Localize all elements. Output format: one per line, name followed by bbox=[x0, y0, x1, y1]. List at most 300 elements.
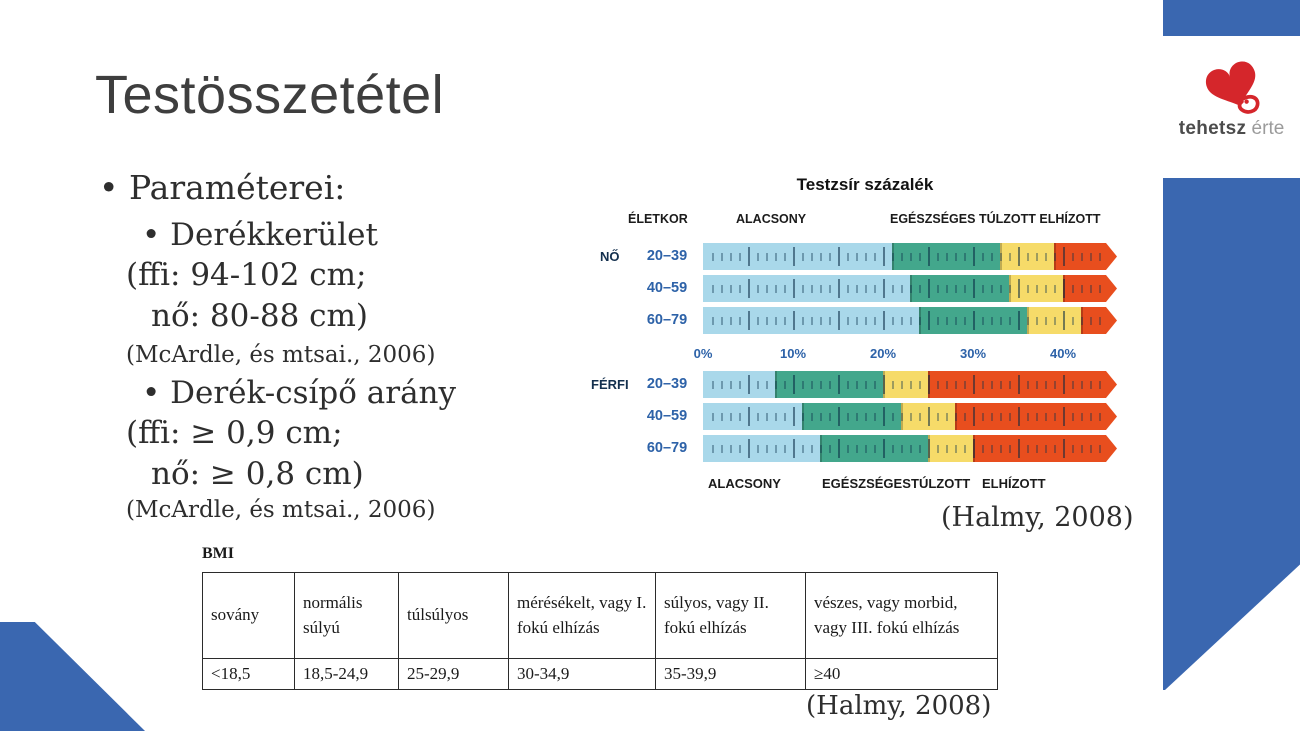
ruler-tick bbox=[991, 253, 993, 261]
ruler-tick bbox=[937, 253, 939, 261]
ruler-tick bbox=[1099, 285, 1101, 293]
bmi-header-iii-foku: vészes, vagy morbid, vagy III. fokú elhízás bbox=[806, 573, 998, 659]
ruler-tick bbox=[1045, 413, 1047, 421]
ruler-tick bbox=[739, 445, 741, 453]
bar-segment-over bbox=[928, 435, 973, 462]
ruler-tick bbox=[811, 253, 813, 261]
bmi-header-ii-foku: súlyos, vagy II. fokú elhízás bbox=[656, 573, 806, 659]
bodyfat-row bbox=[591, 371, 1135, 398]
ruler-tick bbox=[739, 253, 741, 261]
ruler-tick bbox=[1000, 317, 1002, 325]
ruler-tick bbox=[730, 381, 732, 389]
ruler-tick bbox=[1018, 279, 1020, 298]
bodyfat-bar bbox=[703, 243, 1117, 270]
ruler-tick bbox=[874, 317, 876, 325]
bmi-value-sovany: <18,5 bbox=[203, 659, 295, 690]
ruler-tick bbox=[775, 445, 777, 453]
ruler-tick bbox=[910, 317, 912, 325]
age-range-label: 60–79 bbox=[646, 312, 688, 328]
ruler-tick bbox=[1099, 413, 1101, 421]
ruler-tick bbox=[883, 439, 885, 458]
group-label: NŐ bbox=[600, 249, 620, 264]
ruler-tick bbox=[820, 381, 822, 389]
logo-text-bold: tehetsz bbox=[1178, 118, 1247, 139]
ruler-tick bbox=[892, 413, 894, 421]
bmi-header-normalis: normális súlyú bbox=[295, 573, 399, 659]
ruler-tick bbox=[784, 381, 786, 389]
ruler-tick bbox=[766, 253, 768, 261]
ruler-tick bbox=[1036, 413, 1038, 421]
ruler-tick bbox=[856, 253, 858, 261]
ruler-tick bbox=[1063, 407, 1065, 426]
chart-footer-alacsony: ALACSONY bbox=[708, 476, 781, 491]
bodyfat-row bbox=[595, 243, 1135, 270]
ruler-tick bbox=[739, 381, 741, 389]
ruler-tick bbox=[829, 413, 831, 421]
ruler-tick bbox=[838, 375, 840, 394]
ruler-tick bbox=[1090, 253, 1092, 261]
ruler-tick bbox=[730, 253, 732, 261]
bar-segment-over bbox=[883, 371, 928, 398]
ruler-tick bbox=[982, 381, 984, 389]
ruler-tick bbox=[775, 285, 777, 293]
ruler-tick bbox=[802, 317, 804, 325]
ruler-tick bbox=[820, 285, 822, 293]
ruler-tick bbox=[865, 413, 867, 421]
top-right-accent-bar bbox=[1163, 0, 1300, 36]
bmi-value-iii-foku: ≥40 bbox=[806, 659, 998, 690]
ruler-tick bbox=[910, 413, 912, 421]
ruler-tick bbox=[892, 381, 894, 389]
ruler-tick bbox=[811, 445, 813, 453]
ruler-tick bbox=[901, 285, 903, 293]
bullet-no-range: nő: 80-88 cm) bbox=[151, 298, 368, 334]
ruler-tick bbox=[919, 317, 921, 325]
ruler-tick bbox=[874, 253, 876, 261]
ruler-tick bbox=[1072, 253, 1074, 261]
ruler-tick bbox=[1027, 285, 1029, 293]
bullet-citation-mcardle-2: (McArdle, és mtsai., 2006) bbox=[126, 497, 436, 523]
ruler-tick bbox=[1081, 285, 1083, 293]
x-tick-label: 30% bbox=[959, 346, 987, 361]
ruler-tick bbox=[883, 247, 885, 266]
ruler-tick bbox=[1072, 413, 1074, 421]
ruler-tick bbox=[1063, 247, 1065, 266]
ruler-tick bbox=[766, 445, 768, 453]
ruler-tick bbox=[901, 253, 903, 261]
ruler-tick bbox=[1081, 413, 1083, 421]
ruler-tick bbox=[1054, 253, 1056, 261]
ruler-tick bbox=[802, 253, 804, 261]
ruler-tick bbox=[748, 279, 750, 298]
ruler-tick bbox=[739, 285, 741, 293]
ruler-tick bbox=[883, 407, 885, 426]
ruler-tick bbox=[838, 247, 840, 266]
ruler-tick bbox=[829, 445, 831, 453]
bmi-table-label: BMI bbox=[202, 545, 234, 562]
ruler-tick bbox=[928, 439, 930, 458]
ruler-tick bbox=[874, 445, 876, 453]
ruler-tick bbox=[1027, 317, 1029, 325]
ruler-tick bbox=[865, 317, 867, 325]
ruler-tick bbox=[748, 407, 750, 426]
ruler-tick bbox=[1054, 381, 1056, 389]
ruler-tick bbox=[946, 381, 948, 389]
bmi-value-ii-foku: 35-39,9 bbox=[656, 659, 806, 690]
ruler-tick bbox=[937, 381, 939, 389]
ruler-tick bbox=[973, 439, 975, 458]
ruler-tick bbox=[973, 311, 975, 330]
ruler-tick bbox=[901, 413, 903, 421]
ruler-tick bbox=[793, 279, 795, 298]
ruler-tick bbox=[1054, 285, 1056, 293]
ruler-tick bbox=[1072, 317, 1074, 325]
ruler-tick bbox=[1063, 439, 1065, 458]
ruler-tick bbox=[766, 381, 768, 389]
ruler-tick bbox=[883, 311, 885, 330]
ruler-tick bbox=[1072, 381, 1074, 389]
ruler-tick bbox=[829, 253, 831, 261]
ruler-tick bbox=[901, 381, 903, 389]
ruler-tick bbox=[847, 285, 849, 293]
ruler-tick bbox=[730, 285, 732, 293]
ruler-tick bbox=[982, 413, 984, 421]
ruler-tick bbox=[1072, 445, 1074, 453]
ruler-tick bbox=[1090, 445, 1092, 453]
ruler-tick bbox=[1027, 381, 1029, 389]
bodyfat-row bbox=[595, 307, 1135, 334]
ruler-tick bbox=[883, 279, 885, 298]
chart-header-eletkor: ÉLETKOR bbox=[628, 212, 688, 226]
ruler-tick bbox=[919, 445, 921, 453]
ruler-tick bbox=[937, 317, 939, 325]
ruler-tick bbox=[1027, 253, 1029, 261]
chart-footer-elhizott: ELHÍZOTT bbox=[982, 476, 1046, 491]
ruler-tick bbox=[1090, 413, 1092, 421]
ruler-tick bbox=[847, 445, 849, 453]
bmi-header-row bbox=[203, 573, 998, 659]
ruler-tick bbox=[784, 317, 786, 325]
bullet-no-ratio: nő: ≥ 0,8 cm) bbox=[151, 456, 364, 492]
bmi-value-tulsulyos: 25-29,9 bbox=[399, 659, 509, 690]
ruler-tick bbox=[1018, 311, 1020, 330]
ruler-tick bbox=[712, 413, 714, 421]
ruler-tick bbox=[748, 247, 750, 266]
ruler-tick bbox=[829, 317, 831, 325]
bodyfat-bar bbox=[703, 307, 1117, 334]
ruler-tick bbox=[757, 413, 759, 421]
ruler-tick bbox=[721, 285, 723, 293]
ruler-tick bbox=[793, 439, 795, 458]
ruler-tick bbox=[766, 285, 768, 293]
bmi-header-i-foku: mérésékelt, vagy I. fokú elhízás bbox=[509, 573, 656, 659]
ruler-tick bbox=[748, 439, 750, 458]
bullet-parameterei: • Paraméterei: bbox=[99, 168, 346, 207]
ruler-tick bbox=[1090, 285, 1092, 293]
ruler-tick bbox=[829, 381, 831, 389]
ruler-tick bbox=[811, 413, 813, 421]
ruler-tick bbox=[937, 413, 939, 421]
ruler-tick bbox=[982, 285, 984, 293]
right-accent-banner bbox=[1163, 178, 1300, 690]
ruler-tick bbox=[1072, 285, 1074, 293]
ruler-tick bbox=[856, 381, 858, 389]
ruler-tick bbox=[1045, 445, 1047, 453]
ruler-tick bbox=[721, 381, 723, 389]
ruler-tick bbox=[991, 285, 993, 293]
ruler-tick bbox=[712, 285, 714, 293]
ruler-tick bbox=[973, 279, 975, 298]
ruler-tick bbox=[1081, 381, 1083, 389]
ruler-tick bbox=[892, 317, 894, 325]
ruler-tick bbox=[766, 413, 768, 421]
ruler-tick bbox=[946, 285, 948, 293]
ruler-tick bbox=[1018, 407, 1020, 426]
bodyfat-row bbox=[595, 275, 1135, 302]
chart-citation: (Halmy, 2008) bbox=[941, 502, 1134, 533]
ruler-tick bbox=[721, 445, 723, 453]
ruler-tick bbox=[946, 317, 948, 325]
ruler-tick bbox=[757, 381, 759, 389]
ruler-tick bbox=[1009, 445, 1011, 453]
ruler-tick bbox=[910, 253, 912, 261]
ruler-tick bbox=[982, 317, 984, 325]
ruler-tick bbox=[793, 407, 795, 426]
bullet-ffi-ratio: (ffi: ≥ 0,9 cm; bbox=[126, 415, 343, 451]
ruler-tick bbox=[910, 445, 912, 453]
ruler-tick bbox=[820, 413, 822, 421]
ruler-tick bbox=[1009, 381, 1011, 389]
ruler-tick bbox=[973, 375, 975, 394]
ruler-tick bbox=[946, 253, 948, 261]
ruler-tick bbox=[811, 285, 813, 293]
ruler-tick bbox=[955, 253, 957, 261]
group-label: FÉRFI bbox=[591, 377, 629, 392]
ruler-tick bbox=[1000, 285, 1002, 293]
ruler-tick bbox=[838, 311, 840, 330]
ruler-tick bbox=[748, 375, 750, 394]
ruler-tick bbox=[721, 317, 723, 325]
ruler-tick bbox=[856, 285, 858, 293]
ruler-tick bbox=[1018, 247, 1020, 266]
ruler-tick bbox=[955, 285, 957, 293]
bar-segment-low bbox=[703, 275, 910, 302]
ruler-tick bbox=[964, 285, 966, 293]
ruler-tick bbox=[847, 253, 849, 261]
ruler-tick bbox=[856, 445, 858, 453]
ruler-tick bbox=[1018, 439, 1020, 458]
ruler-tick bbox=[811, 317, 813, 325]
ruler-tick bbox=[802, 285, 804, 293]
ruler-tick bbox=[802, 445, 804, 453]
bodyfat-row bbox=[595, 403, 1135, 430]
bodyfat-chart bbox=[591, 175, 1135, 507]
ruler-tick bbox=[1045, 317, 1047, 325]
ruler-tick bbox=[1099, 317, 1101, 325]
ruler-tick bbox=[775, 317, 777, 325]
ruler-tick bbox=[1027, 413, 1029, 421]
ruler-tick bbox=[1099, 381, 1101, 389]
ruler-tick bbox=[964, 381, 966, 389]
ruler-tick bbox=[775, 413, 777, 421]
table-citation: (Halmy, 2008) bbox=[806, 691, 992, 721]
ruler-tick bbox=[1099, 445, 1101, 453]
ruler-tick bbox=[937, 445, 939, 453]
ruler-tick bbox=[1054, 445, 1056, 453]
ruler-tick bbox=[865, 381, 867, 389]
x-tick-label: 0% bbox=[693, 346, 713, 361]
slide-title: Testösszetétel bbox=[95, 65, 445, 125]
ruler-tick bbox=[991, 317, 993, 325]
ruler-tick bbox=[919, 381, 921, 389]
ruler-tick bbox=[928, 247, 930, 266]
ruler-tick bbox=[820, 317, 822, 325]
ruler-tick bbox=[766, 317, 768, 325]
ruler-tick bbox=[1081, 445, 1083, 453]
ruler-tick bbox=[793, 375, 795, 394]
ruler-tick bbox=[964, 413, 966, 421]
ruler-tick bbox=[991, 445, 993, 453]
ruler-tick bbox=[946, 445, 948, 453]
ruler-tick bbox=[730, 413, 732, 421]
ruler-tick bbox=[784, 445, 786, 453]
age-range-label: 20–39 bbox=[646, 248, 688, 264]
ruler-tick bbox=[1027, 445, 1029, 453]
ruler-tick bbox=[721, 253, 723, 261]
ruler-tick bbox=[955, 413, 957, 421]
ruler-tick bbox=[928, 407, 930, 426]
heart-icon bbox=[1199, 52, 1267, 120]
age-range-label: 40–59 bbox=[646, 408, 688, 424]
ruler-tick bbox=[955, 381, 957, 389]
bullet-ffi-range: (ffi: 94-102 cm; bbox=[126, 257, 367, 293]
ruler-tick bbox=[919, 285, 921, 293]
ruler-tick bbox=[847, 381, 849, 389]
ruler-tick bbox=[1009, 285, 1011, 293]
ruler-tick bbox=[829, 285, 831, 293]
ruler-tick bbox=[856, 317, 858, 325]
ruler-tick bbox=[802, 413, 804, 421]
ruler-tick bbox=[1063, 375, 1065, 394]
ruler-tick bbox=[730, 445, 732, 453]
ruler-tick bbox=[1018, 375, 1020, 394]
ruler-tick bbox=[919, 253, 921, 261]
ruler-tick bbox=[1000, 413, 1002, 421]
ruler-tick bbox=[712, 381, 714, 389]
ruler-tick bbox=[1090, 381, 1092, 389]
ruler-tick bbox=[874, 285, 876, 293]
ruler-tick bbox=[892, 285, 894, 293]
ruler-tick bbox=[901, 445, 903, 453]
ruler-tick bbox=[865, 253, 867, 261]
ruler-tick bbox=[820, 445, 822, 453]
x-tick-label: 40% bbox=[1049, 346, 1077, 361]
ruler-tick bbox=[1000, 445, 1002, 453]
ruler-tick bbox=[856, 413, 858, 421]
ruler-tick bbox=[892, 253, 894, 261]
ruler-tick bbox=[955, 445, 957, 453]
bmi-table bbox=[202, 572, 998, 690]
bottom-left-accent-triangle bbox=[0, 622, 145, 731]
ruler-tick bbox=[1081, 317, 1083, 325]
ruler-tick bbox=[928, 311, 930, 330]
ruler-tick bbox=[784, 285, 786, 293]
ruler-tick bbox=[946, 413, 948, 421]
ruler-tick bbox=[937, 285, 939, 293]
bar-segment-healthy bbox=[910, 275, 1009, 302]
ruler-tick bbox=[982, 445, 984, 453]
ruler-tick bbox=[1009, 413, 1011, 421]
ruler-tick bbox=[712, 253, 714, 261]
ruler-tick bbox=[838, 279, 840, 298]
ruler-tick bbox=[1000, 253, 1002, 261]
ruler-tick bbox=[847, 317, 849, 325]
ruler-tick bbox=[1054, 413, 1056, 421]
ruler-tick bbox=[775, 381, 777, 389]
ruler-tick bbox=[928, 375, 930, 394]
ruler-tick bbox=[1054, 317, 1056, 325]
ruler-tick bbox=[964, 445, 966, 453]
bmi-header-sovany: sovány bbox=[203, 573, 295, 659]
ruler-tick bbox=[1000, 381, 1002, 389]
ruler-tick bbox=[1036, 381, 1038, 389]
ruler-tick bbox=[910, 285, 912, 293]
ruler-tick bbox=[1045, 285, 1047, 293]
bmi-header-tulsulyos: túlsúlyos bbox=[399, 573, 509, 659]
ruler-tick bbox=[775, 253, 777, 261]
chart-title: Testzsír százalék bbox=[796, 175, 934, 194]
ruler-tick bbox=[1063, 279, 1065, 298]
ruler-tick bbox=[1045, 381, 1047, 389]
ruler-tick bbox=[1036, 445, 1038, 453]
bodyfat-bar bbox=[703, 371, 1117, 398]
bar-segment-healthy bbox=[802, 403, 901, 430]
ruler-tick bbox=[784, 413, 786, 421]
ruler-tick bbox=[838, 439, 840, 458]
ruler-tick bbox=[793, 311, 795, 330]
ruler-tick bbox=[991, 381, 993, 389]
age-range-label: 60–79 bbox=[646, 440, 688, 456]
ruler-tick bbox=[1099, 253, 1101, 261]
ruler-tick bbox=[874, 413, 876, 421]
bodyfat-bar bbox=[703, 435, 1117, 462]
ruler-tick bbox=[892, 445, 894, 453]
ruler-tick bbox=[1009, 253, 1011, 261]
chart-header-egeszseges: EGÉSZSÉGES bbox=[890, 212, 976, 226]
ruler-tick bbox=[1081, 253, 1083, 261]
ruler-tick bbox=[712, 445, 714, 453]
ruler-tick bbox=[865, 285, 867, 293]
ruler-tick bbox=[721, 413, 723, 421]
ruler-tick bbox=[739, 413, 741, 421]
ruler-tick bbox=[811, 381, 813, 389]
bmi-value-normalis: 18,5-24,9 bbox=[295, 659, 399, 690]
chart-footer-egeszseges: EGÉSZSÉGES bbox=[822, 476, 911, 491]
ruler-tick bbox=[1045, 253, 1047, 261]
bodyfat-bar bbox=[703, 403, 1117, 430]
bullet-derek-csipo: • Derék-csípő arány bbox=[142, 375, 457, 411]
ruler-tick bbox=[784, 253, 786, 261]
ruler-tick bbox=[730, 317, 732, 325]
ruler-tick bbox=[982, 253, 984, 261]
ruler-tick bbox=[955, 317, 957, 325]
chart-header-alacsony: ALACSONY bbox=[736, 212, 807, 226]
ruler-tick bbox=[820, 253, 822, 261]
ruler-tick bbox=[910, 381, 912, 389]
bullet-citation-mcardle-1: (McArdle, és mtsai., 2006) bbox=[126, 342, 436, 368]
ruler-tick bbox=[1036, 253, 1038, 261]
ruler-tick bbox=[757, 253, 759, 261]
